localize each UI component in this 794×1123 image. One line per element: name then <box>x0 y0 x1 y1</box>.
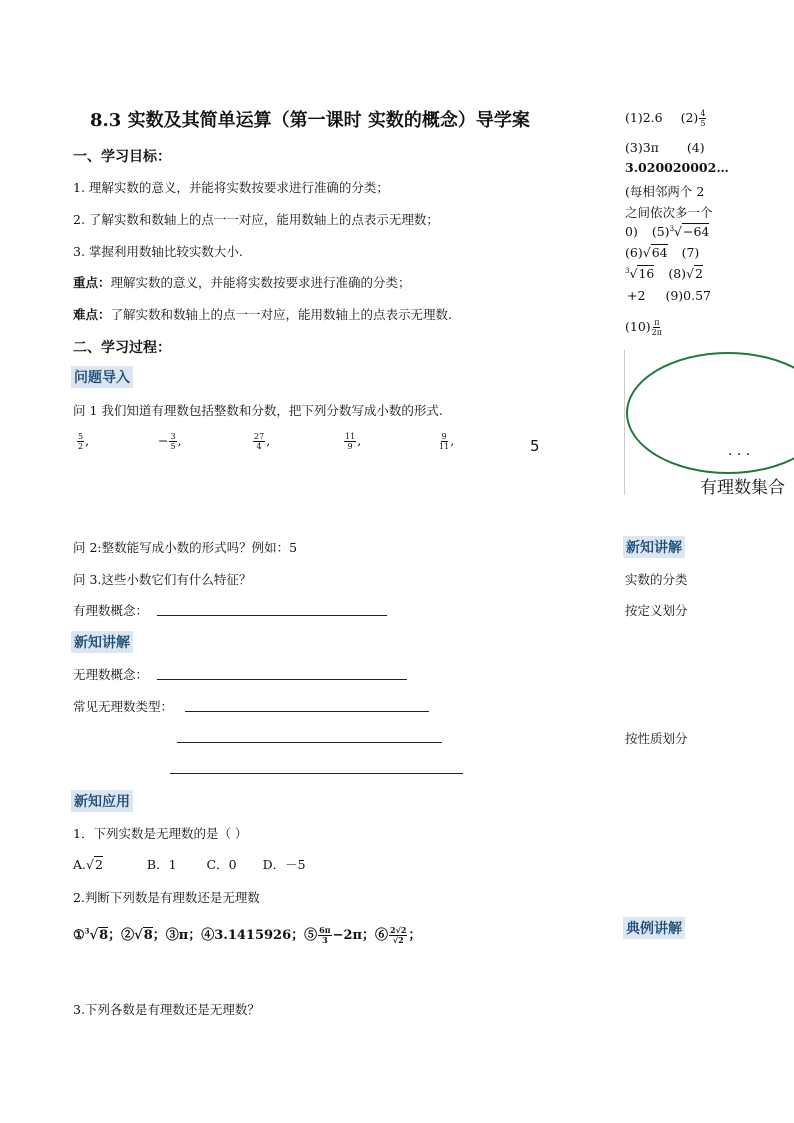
side-line-10: (10) $\frac{\pi}{2\pi}$ <box>625 318 663 337</box>
side-line-1: (1)2.6 (2) $\frac{4}{5}$ <box>625 109 706 128</box>
fraction-3: $\frac{27}{4}$ , <box>254 432 271 451</box>
exercise-1: 1．下列实数是无理数的是（ ） <box>73 826 248 841</box>
side-new-knowledge-label: 新知讲解 <box>623 536 685 558</box>
irrational-types-label: 常见无理数类型： <box>73 699 174 714</box>
side-line-4: (每相邻两个 2 <box>625 184 705 199</box>
page-title: 8.3 实数及其简单运算（第一课时 实数的概念）导学案 <box>90 110 530 131</box>
option-d: D．－5 <box>262 857 306 872</box>
rational-set-label: 有理数集合 <box>700 478 785 498</box>
irrational-types-blank-2[interactable] <box>177 742 442 743</box>
question-2: 问 2:整数能写成小数的形式吗？例如：5 <box>73 540 298 555</box>
exercise-1-options <box>73 855 306 873</box>
key-point <box>73 273 411 291</box>
irrational-concept-label: 无理数概念： <box>73 667 149 682</box>
side-line-6: 0) $(5)^3√-64$ <box>625 224 710 239</box>
section-heading-goals: 一、学习目标： <box>73 149 171 165</box>
question-3: 问 3.这些小数它们有什么特征？ <box>73 572 252 587</box>
key-point-label: 重点： <box>73 275 111 290</box>
fraction-1: $\frac{5}{2}$ , <box>78 432 90 451</box>
side-by-property: 按性质划分 <box>625 731 688 746</box>
integer-five: 5 <box>530 437 540 455</box>
goal-item-3: 3. 掌握利用数轴比较实数大小. <box>73 244 243 259</box>
intro-label: 问题导入 <box>71 366 133 388</box>
fraction-2: − $\frac{3}{5}$ , <box>158 432 182 451</box>
side-divider <box>624 350 625 495</box>
rational-set-ellipse <box>626 352 794 474</box>
side-line-2: (3)3π (4) <box>625 140 705 155</box>
option-c: C．0 <box>206 857 237 872</box>
side-line-9: +2 (9)0.57̇ <box>627 288 711 303</box>
side-line-7: (6)√64 (7) <box>625 245 700 260</box>
fraction-5: $\frac{9}{11}$ , <box>439 432 455 451</box>
side-by-definition: 按定义划分 <box>625 603 688 618</box>
question-1: 问 1 我们知道有理数包括整数和分数，把下列分数写成小数的形式. <box>73 403 443 418</box>
goal-item-2: 2. 了解实数和数轴上的点一一对应，能用数轴上的点表示无理数； <box>73 212 439 227</box>
option-b: B．1 <box>146 857 177 872</box>
side-example-label: 典例讲解 <box>623 917 685 939</box>
side-line-8: $^3$√16 (8)√2 <box>625 266 703 281</box>
rational-concept-blank[interactable] <box>157 615 387 616</box>
fraction-4: $\frac{11}{9}$ , <box>345 432 362 451</box>
irrational-types-blank-3[interactable] <box>170 773 463 774</box>
exercise-2-items: ①$^3$√8；②√8；③π；④3.1415926；⑤ $\frac{6\pi}{3}$ −2π；⑥ $\frac{2√2}{√2}$ ； <box>73 925 422 945</box>
section-heading-process: 二、学习过程： <box>73 340 171 356</box>
goal-item-1: 1. 理解实数的意义，并能将实数按要求进行准确的分类； <box>73 180 389 195</box>
rational-concept-label: 有理数概念： <box>73 603 149 618</box>
difficulty-text: 了解实数和数轴上的点一一对应，能用数轴上的点表示无理数. <box>110 307 452 322</box>
key-point-text: 理解实数的意义，并能将实数按要求进行准确的分类； <box>110 275 411 290</box>
irrational-concept-blank[interactable] <box>157 679 407 680</box>
difficulty-point <box>73 305 452 323</box>
ellipse-dots: · · · <box>728 447 751 463</box>
side-line-5: 之间依次多一个 <box>625 205 713 220</box>
exercise-3: 3.下列各数是有理数还是无理数？ <box>73 1002 260 1017</box>
difficulty-label: 难点： <box>73 307 111 322</box>
irrational-types-blank-1[interactable] <box>185 711 429 712</box>
option-a: A.√2 <box>73 857 103 872</box>
new-knowledge-label: 新知讲解 <box>71 631 133 653</box>
application-label: 新知应用 <box>71 790 133 812</box>
side-line-3: 3.020020002… <box>625 160 729 175</box>
side-classification: 实数的分类 <box>625 572 688 587</box>
exercise-2: 2.判断下列数是有理数还是无理数 <box>73 890 260 905</box>
